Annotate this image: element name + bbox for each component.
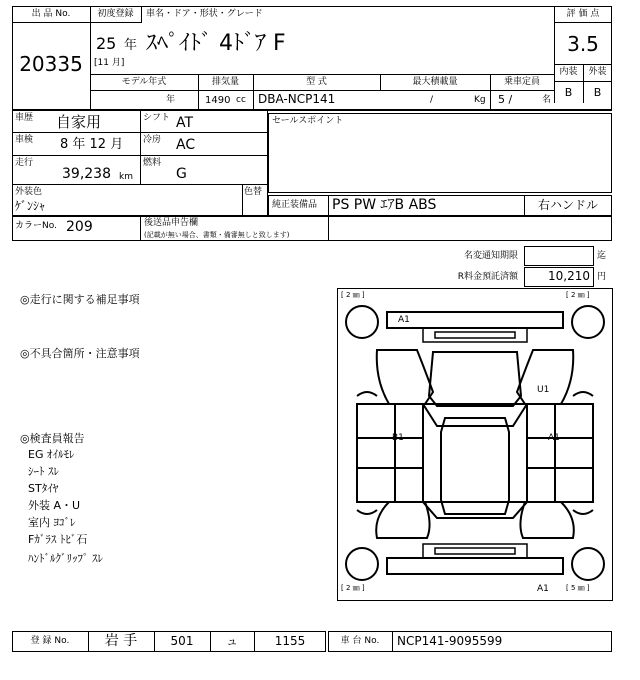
rating-label: 評 価 点 — [566, 9, 600, 19]
registration-year-unit: 年 — [124, 38, 138, 53]
max-load-label: 最大積載量 — [412, 77, 458, 87]
inspector-report-title: ◎検査員報告 — [20, 432, 85, 445]
max-load-unit: Kg — [474, 95, 486, 105]
model-code: DBA-NCP141 — [258, 92, 336, 106]
car-outline-diagram — [337, 288, 613, 601]
mileage-unit: km — [119, 172, 133, 182]
car-history: 自家用 — [56, 113, 102, 131]
max-load: / — [430, 95, 434, 105]
steering-side: 右ハンドル — [537, 198, 598, 212]
first-registration-label: 初度登録 — [97, 9, 134, 19]
exterior-color-label: 外装色 — [15, 187, 43, 197]
recycle-fee-unit: 円 — [597, 272, 607, 282]
plate-region: 岩 手 — [104, 633, 138, 649]
recycle-fee: 10,210 — [548, 269, 590, 283]
aftermarket-label: 後送品申告欄 — [144, 218, 199, 228]
capacity-unit: 名 — [542, 95, 552, 105]
title-change-unit: 迄 — [597, 251, 607, 261]
model-year-unit: 年 — [166, 95, 176, 105]
plate-label: 登 録 No. — [30, 636, 70, 646]
mileage-label: 走行 — [15, 158, 34, 168]
shift-label: シフト — [143, 113, 171, 123]
lot-number-label: 出 品 No. — [31, 9, 71, 19]
damage-mark-right-front: U1 — [537, 385, 550, 395]
chassis-label: 車 台 No. — [340, 636, 380, 646]
damage-mark-front-bumper: A1 — [398, 315, 410, 325]
color-number: 209 — [66, 219, 93, 235]
registration-year: 25 — [96, 34, 117, 53]
exterior-color: ｹﾞﾝｼｬ — [15, 199, 46, 213]
chassis-number: NCP141-9095599 — [397, 634, 503, 648]
registration-month: [11 月] — [94, 58, 125, 68]
driving-notes-title: ◎走行に関する補足事項 — [20, 293, 140, 306]
displacement-unit: cc — [236, 95, 246, 105]
damage-mark-rear-bumper: A1 — [537, 584, 549, 594]
equipment-label: 純正装備品 — [272, 200, 318, 210]
color-change-label: 色替 — [244, 187, 263, 197]
lot-number: 20335 — [19, 52, 83, 76]
model-label: 型 式 — [306, 77, 327, 87]
color-number-label: カラーNo. — [15, 221, 57, 231]
inspector-report-line: Fｶﾞﾗｽ ﾄﾋﾞ石 — [28, 533, 88, 546]
inspector-report-line: 外装 A・U — [28, 499, 81, 512]
defect-notes-title: ◎不具合箇所・注意事項 — [20, 347, 140, 360]
mileage: 39,238 — [62, 166, 111, 182]
displacement: 1490 — [205, 95, 231, 106]
color-number-row — [12, 216, 612, 241]
capacity-label: 乗車定員 — [503, 77, 540, 87]
plate-kana: ュ — [225, 634, 238, 648]
inspection-expiry: 8 年 12 月 — [60, 137, 124, 152]
shift: AT — [176, 115, 194, 131]
inspector-report-line: EG ｵｲﾙﾓﾚ — [28, 448, 75, 461]
tire-depth-front-right: [ 2 ㎜ ] — [566, 291, 590, 299]
fuel-type: G — [176, 166, 187, 182]
fuel-label: 燃料 — [143, 158, 162, 168]
tire-depth-front-left: [ 2 ㎜ ] — [341, 291, 365, 299]
title-change-deadline — [524, 246, 594, 266]
history-label: 車歴 — [15, 113, 34, 123]
recycle-fee-label: R料金預託済額 — [457, 272, 518, 282]
damage-mark-right-door: A1 — [548, 433, 560, 443]
inspection-label: 車検 — [15, 135, 34, 145]
damage-mark-left-door: B1 — [392, 433, 404, 443]
tire-depth-rear-left: [ 2 ㎜ ] — [341, 584, 365, 592]
capacity: 5 / — [498, 93, 513, 106]
sales-point-label: セールスポイント — [272, 116, 344, 126]
inspector-report-line: ﾊﾝﾄﾞﾙｸﾞﾘｯﾌﾟ ｽﾚ — [28, 552, 103, 565]
interior-grade: B — [564, 86, 573, 99]
model-year-label: モデル年式 — [121, 77, 167, 87]
ac-label: 冷房 — [143, 135, 162, 145]
exterior-grade: B — [593, 86, 602, 99]
inspector-report-line: STﾀｲﾔ — [28, 482, 59, 495]
inspector-report-line: 室内 ﾖｺﾞﾚ — [28, 516, 76, 529]
car-name-label-text: 車名・ドア・形状・グレード — [146, 9, 263, 19]
displacement-label: 排気量 — [211, 77, 239, 87]
tire-depth-rear-right: [ 5 ㎜ ] — [566, 584, 590, 592]
aftermarket-note: (記載が無い場合、書類・備審無しと致します) — [144, 231, 290, 239]
equipment: PS PW ｴｱB ABS — [332, 197, 437, 213]
plate-class: 501 — [170, 634, 194, 648]
title-change-label: 名変通知期限 — [463, 251, 518, 261]
exterior-grade-label: 外装 — [588, 67, 607, 77]
air-conditioning: AC — [176, 137, 196, 153]
overall-rating: 3.5 — [567, 32, 599, 56]
car-name: ｽﾍﾟｲﾄﾞ 4ﾄﾞｱ F — [146, 31, 286, 56]
interior-grade-label: 内装 — [559, 67, 578, 77]
inspector-report-line: ｼｰﾄ ｽﾚ — [28, 465, 59, 478]
plate-number: 1155 — [274, 634, 306, 648]
